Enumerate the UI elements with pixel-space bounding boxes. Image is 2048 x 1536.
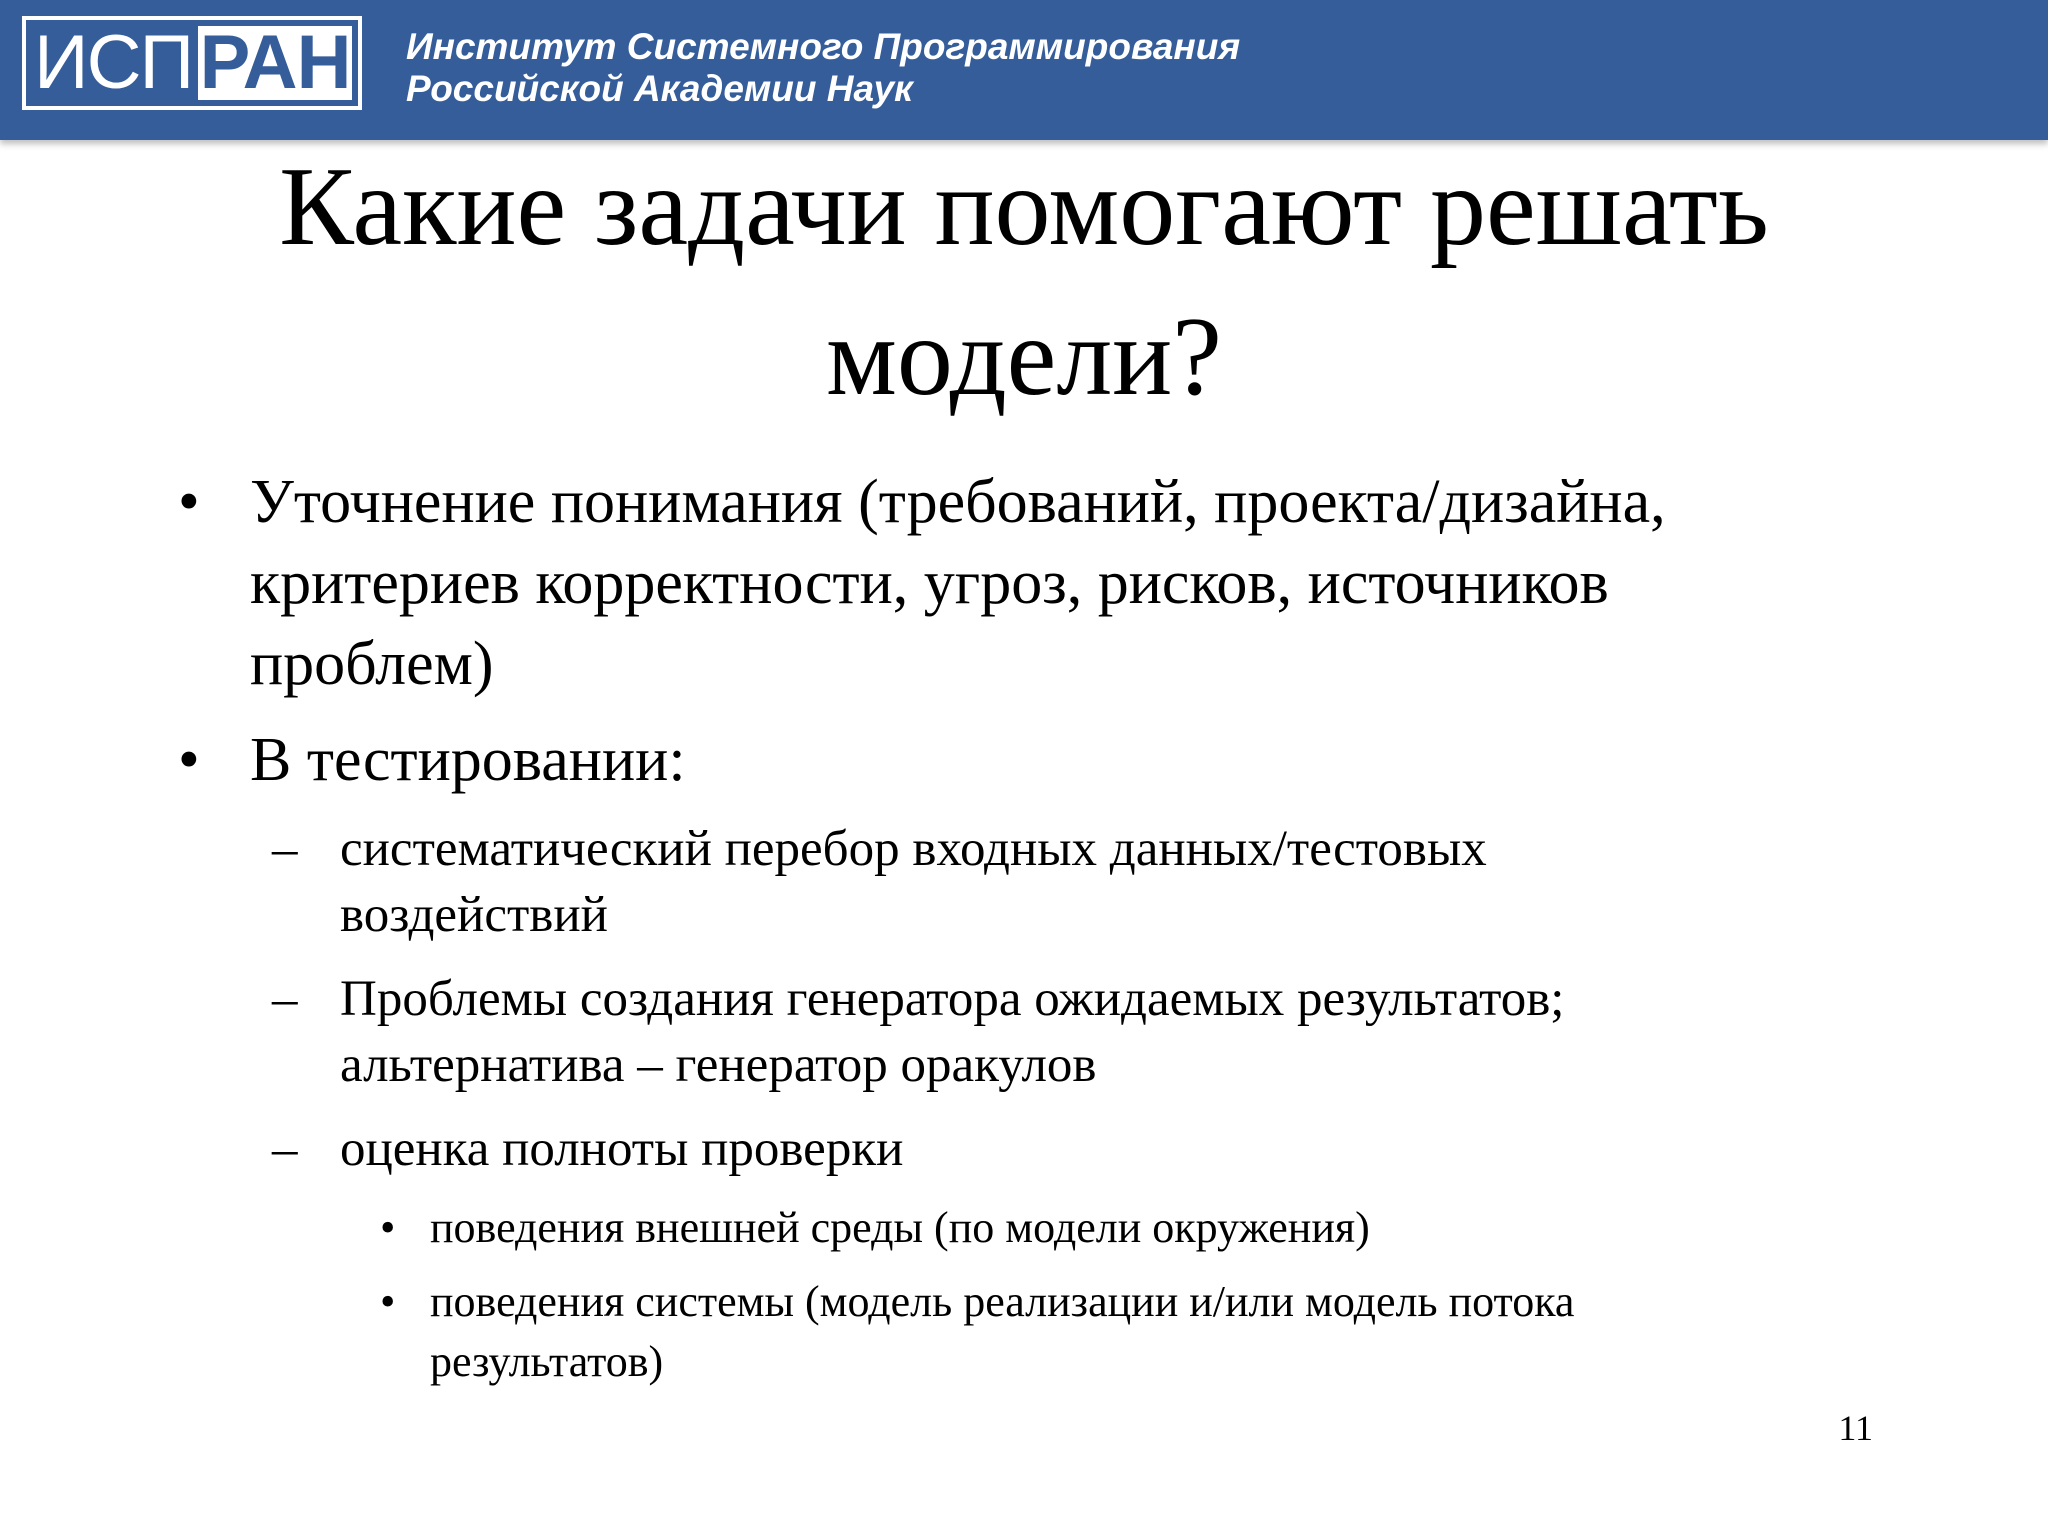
dash-marker: – — [272, 1121, 298, 1177]
sub-bullet-item — [272, 966, 1820, 1098]
slide-title-line1: Какие задачи помогают решать — [279, 145, 1769, 269]
institute-name-line2: Российской Академии Наук — [406, 68, 913, 109]
sub-sub-bullet-text-line: поведения системы (модель реализации и/или модель потока — [430, 1277, 1575, 1326]
dash-marker: – — [272, 971, 298, 1027]
institute-name-line1: Институт Системного Программирования — [406, 26, 1241, 67]
sub-sub-bullet-text-line: результатов) — [430, 1337, 664, 1386]
sub-bullet-text-line: оценка полноты проверки — [340, 1121, 904, 1177]
sub-sub-bullet-text-line: поведения внешней среды (по модели окружения) — [430, 1203, 1370, 1252]
slide-title-line2: модели? — [826, 295, 1222, 419]
sub-bullet-text-line: Проблемы создания генератора ожидаемых результатов; — [340, 971, 1565, 1027]
sub-bullet-text-line: альтернатива – генератор оракулов — [340, 1037, 1097, 1093]
sub-sub-bullet-item — [380, 1272, 1830, 1392]
logo-text-left: ИСП — [34, 20, 193, 105]
slide-title — [0, 132, 2048, 432]
bullet-item — [178, 462, 1890, 705]
header-band — [0, 0, 2048, 140]
bullet-text-line: Уточнение понимания (требований, проекта/дизайна, — [250, 468, 1666, 536]
bullet-item — [178, 720, 1890, 801]
dash-marker: – — [272, 821, 298, 877]
bullet-marker: • — [380, 1203, 396, 1252]
bullet-text-line: проблем) — [250, 630, 494, 698]
page-number: 11 — [1838, 1408, 1873, 1448]
sub-bullet-item — [272, 1116, 1820, 1182]
bullet-marker: • — [380, 1277, 396, 1326]
bullet-text-line: критериев корректности, угроз, рисков, источников — [250, 549, 1609, 617]
bullet-marker: • — [178, 726, 200, 794]
bullet-marker: • — [178, 468, 200, 536]
ispras-logo — [22, 16, 362, 110]
sub-bullet-text-line: систематический перебор входных данных/тестовых — [340, 821, 1487, 877]
sub-bullet-text-line: воздействий — [340, 887, 608, 943]
sub-sub-bullet-item — [380, 1198, 1830, 1258]
sub-bullet-item — [272, 816, 1820, 948]
bullet-text-line: В тестировании: — [250, 726, 686, 794]
institute-name — [406, 26, 1240, 110]
logo-text-right: РАН — [199, 20, 351, 105]
